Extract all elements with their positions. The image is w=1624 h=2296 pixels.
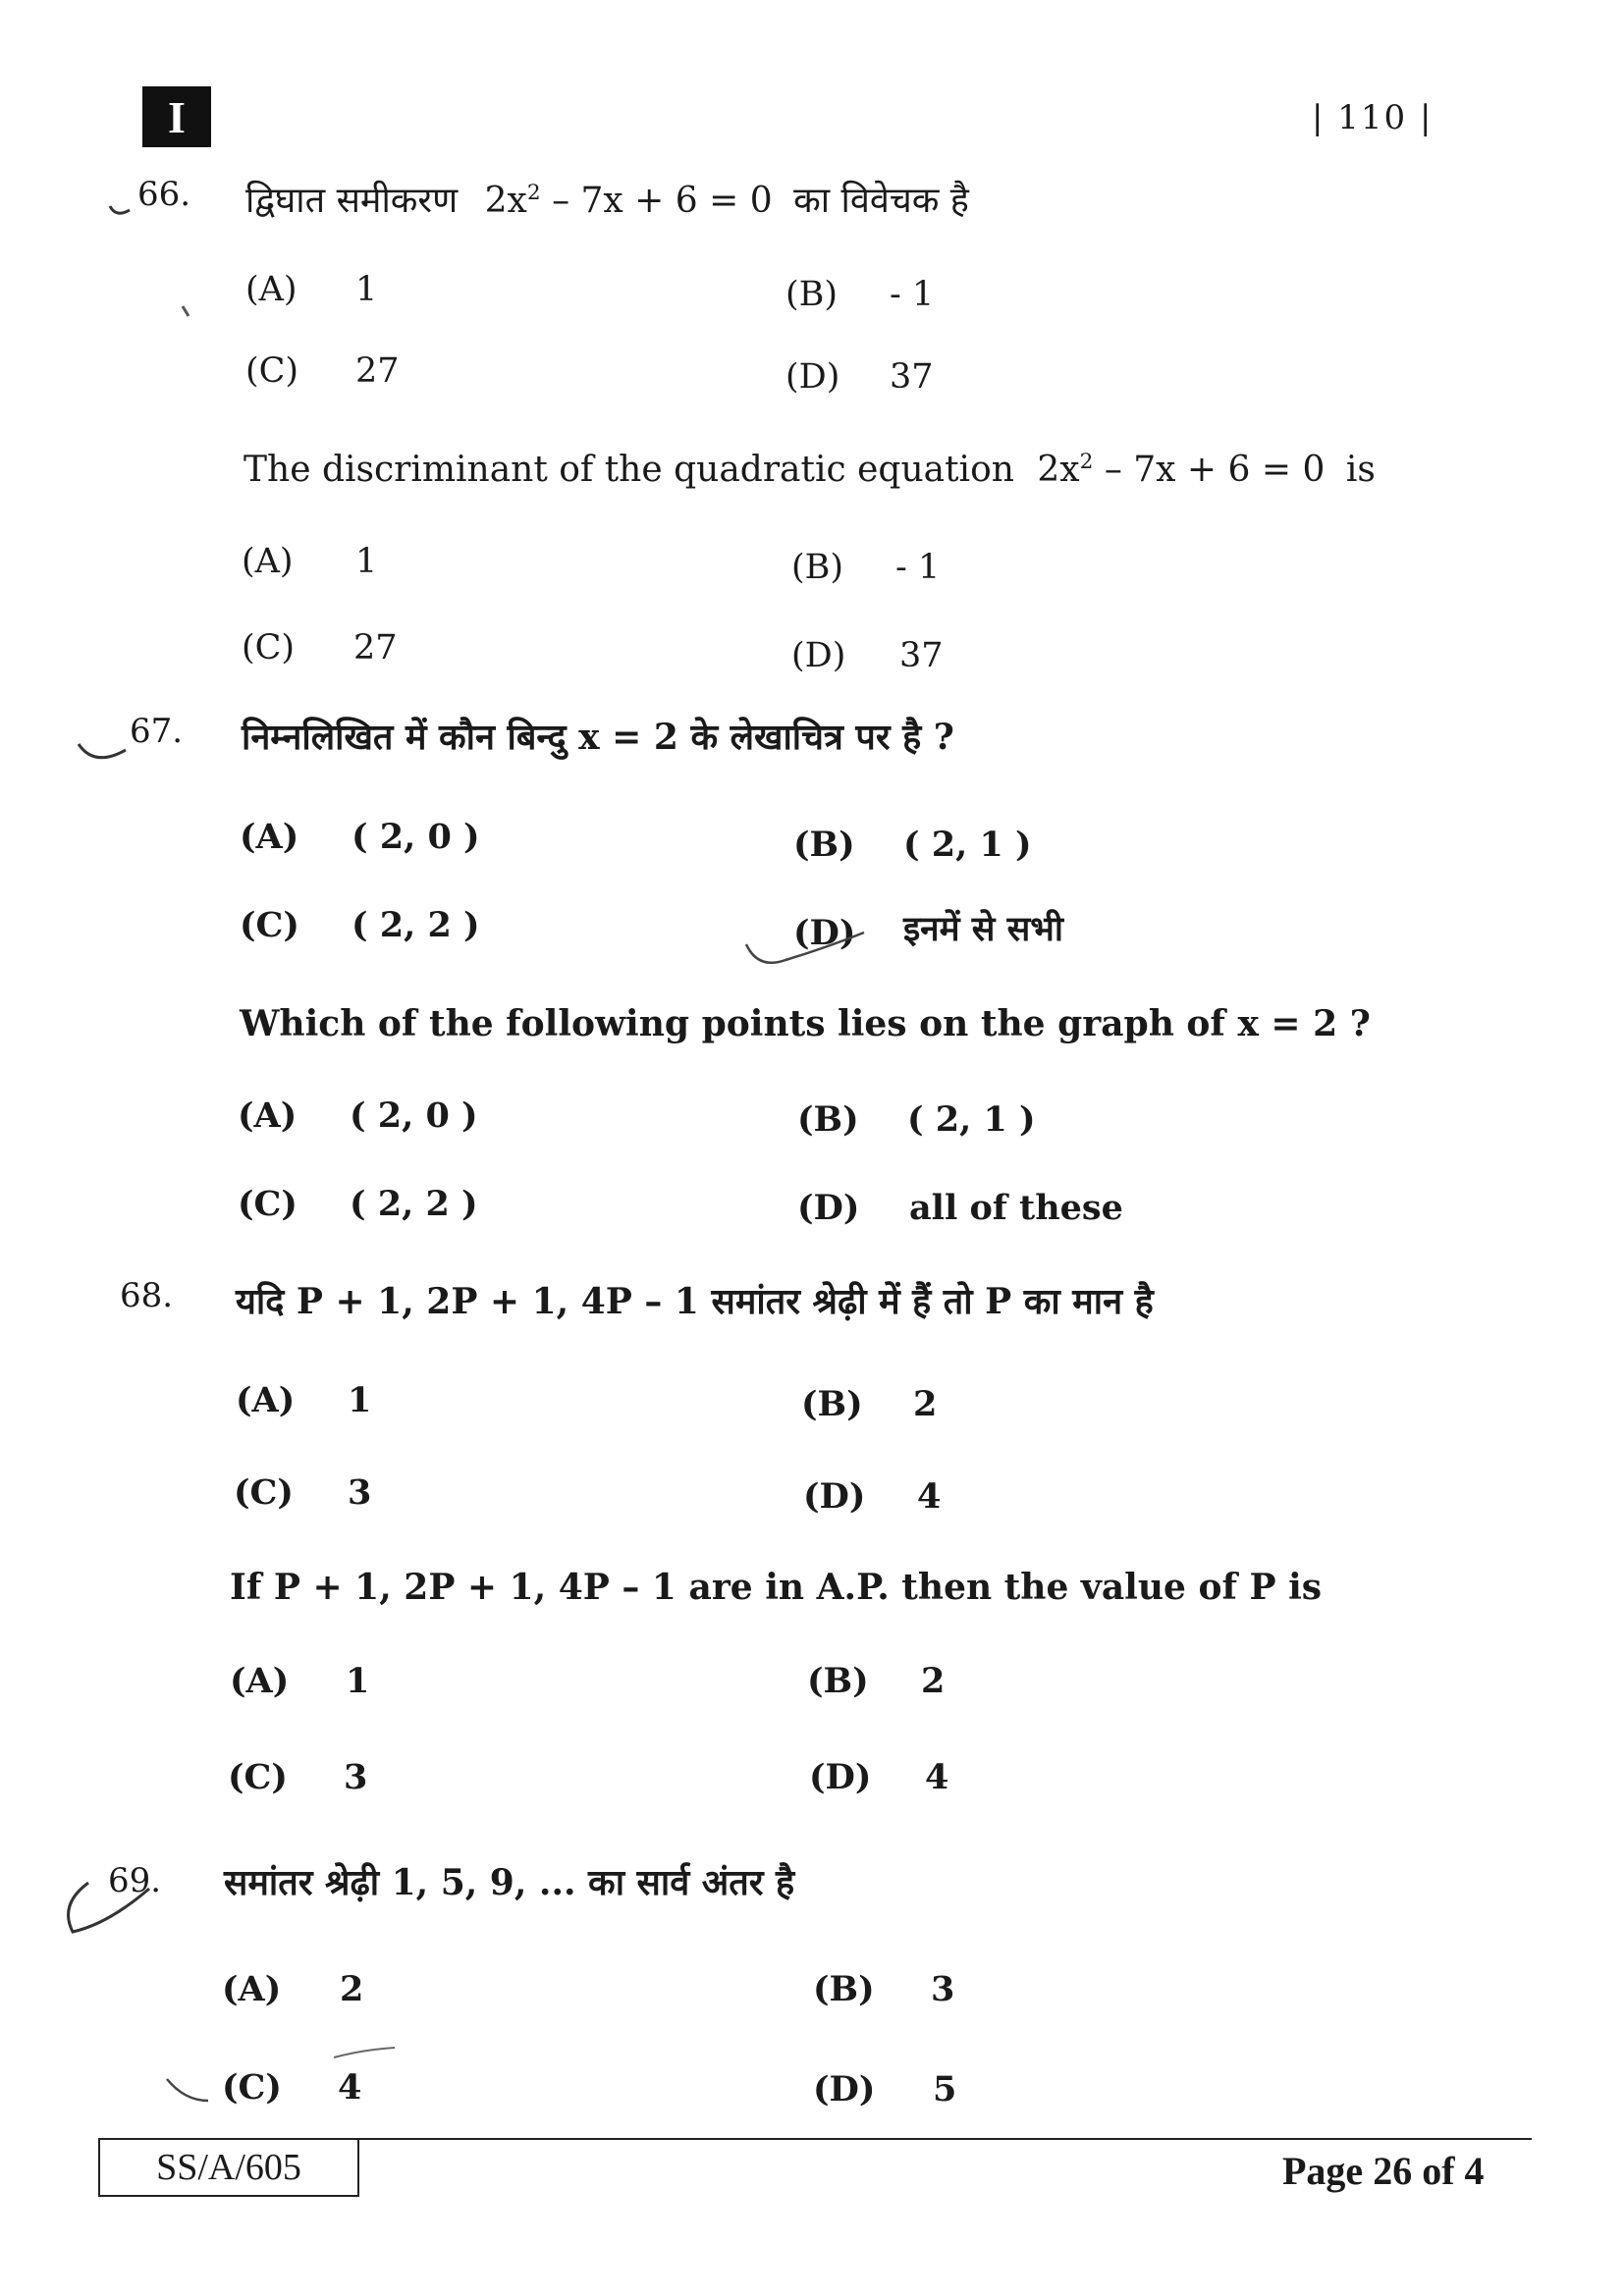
option-label-c: (C)	[240, 905, 299, 945]
set-badge: I	[142, 86, 211, 147]
option-label-b: (B)	[797, 1099, 859, 1140]
option-label-d: (D)	[803, 1476, 866, 1517]
option-b: - 1	[890, 275, 935, 314]
option-label-a: (A)	[230, 1661, 290, 1701]
option-label-b: (B)	[813, 1969, 875, 2009]
option-label-a: (A)	[236, 1380, 296, 1420]
question-text-after: is	[1345, 450, 1376, 490]
question-number: 69.	[108, 1861, 162, 1900]
option-label-c: (C)	[234, 1472, 294, 1513]
question-number: 66.	[137, 175, 191, 214]
option-b: ( 2, 1 )	[903, 825, 1032, 865]
option-b: ( 2, 1 )	[907, 1099, 1036, 1140]
option-label-d: (D)	[797, 1188, 860, 1228]
option-d: all of these	[909, 1188, 1123, 1228]
question-number: 67.	[130, 712, 184, 751]
question-text-hindi: निम्नलिखित में कौन बिन्दु x = 2 के लेखाचित्र पर है ?	[242, 717, 954, 758]
option-label-c: (C)	[222, 2067, 282, 2108]
option-d: इनमें से सभी	[903, 909, 1063, 949]
option-b: 2	[913, 1384, 938, 1424]
question-text-after: का विवेचक है	[793, 181, 969, 221]
option-label-c: (C)	[228, 1757, 288, 1797]
option-a: 1	[355, 270, 378, 309]
option-label-b: (B)	[793, 825, 855, 865]
tick-mark-q67	[79, 744, 126, 758]
page-number: Page 26 of 4	[1282, 2149, 1485, 2193]
option-d: 37	[890, 357, 934, 397]
tick-mark-q69	[69, 1883, 149, 1932]
option-label-c: (C)	[242, 628, 296, 667]
option-a: ( 2, 0 )	[352, 817, 480, 857]
option-c: ( 2, 2 )	[352, 905, 480, 945]
equation: $2x^2 - 7x + 6 = 0$	[1037, 450, 1326, 490]
option-label-b: (B)	[801, 1384, 863, 1424]
option-label-a: (A)	[240, 817, 299, 857]
option-label-d: (D)	[813, 2069, 876, 2109]
option-label-d: (D)	[785, 357, 840, 397]
option-label-c: (C)	[238, 1184, 298, 1224]
option-c: 4	[338, 2067, 362, 2108]
option-label-a: (A)	[222, 1969, 282, 2009]
question-text-hindi: समांतर श्रेढ़ी 1, 5, 9, ... का सार्व अंतर है	[224, 1862, 795, 1903]
question-text-hindi: यदि P + 1, 2P + 1, 4P – 1 समांतर श्रेढ़ी में हैं तो P का मान है	[236, 1281, 1154, 1322]
option-c: 3	[348, 1472, 372, 1513]
option-c: 27	[355, 351, 400, 391]
equation: $2x^2 - 7x + 6 = 0$	[484, 181, 773, 221]
option-a: 1	[346, 1661, 370, 1701]
option-c: ( 2, 2 )	[350, 1184, 478, 1224]
option-d: 4	[917, 1476, 942, 1517]
page-code: | 110 |	[1312, 98, 1434, 137]
tick-mark-q69-c2	[334, 2048, 395, 2057]
option-c: 3	[344, 1757, 368, 1797]
option-label-a: (A)	[238, 1095, 298, 1136]
question-text-before: द्विघात समीकरण	[245, 181, 459, 221]
option-c: 27	[353, 628, 398, 667]
option-label-d: (D)	[809, 1757, 872, 1797]
option-d: 5	[933, 2069, 957, 2109]
question-number: 68.	[120, 1276, 174, 1315]
paper-code: SS/A/605	[98, 2140, 359, 2197]
option-d: 4	[925, 1757, 949, 1797]
tick-mark-q69-c	[167, 2079, 208, 2101]
question-text-before: The discriminant of the quadratic equation	[244, 450, 1014, 490]
question-text-english: Which of the following points lies on the graph of x = 2 ?	[240, 1003, 1371, 1044]
option-d: 37	[899, 636, 944, 675]
option-b: 3	[931, 1969, 955, 2009]
option-label-d: (D)	[793, 913, 856, 953]
option-label-b: (B)	[807, 1661, 869, 1701]
tick-mark-q66	[110, 206, 130, 213]
tick-mark-q66-option	[183, 306, 189, 316]
option-label-b: (B)	[785, 275, 839, 314]
option-a: 2	[340, 1969, 364, 2009]
option-label-c: (C)	[245, 351, 299, 391]
option-label-a: (A)	[242, 542, 294, 581]
option-a: 1	[348, 1380, 372, 1420]
option-a: 1	[355, 542, 378, 581]
option-b: - 1	[895, 548, 941, 587]
option-label-b: (B)	[791, 548, 844, 587]
option-b: 2	[921, 1661, 946, 1701]
option-label-d: (D)	[791, 636, 846, 675]
question-text-english: If P + 1, 2P + 1, 4P – 1 are in A.P. then the value of P is	[230, 1567, 1323, 1608]
option-label-a: (A)	[245, 270, 298, 309]
option-a: ( 2, 0 )	[350, 1095, 478, 1136]
tick-mark-q67-d	[746, 933, 864, 963]
